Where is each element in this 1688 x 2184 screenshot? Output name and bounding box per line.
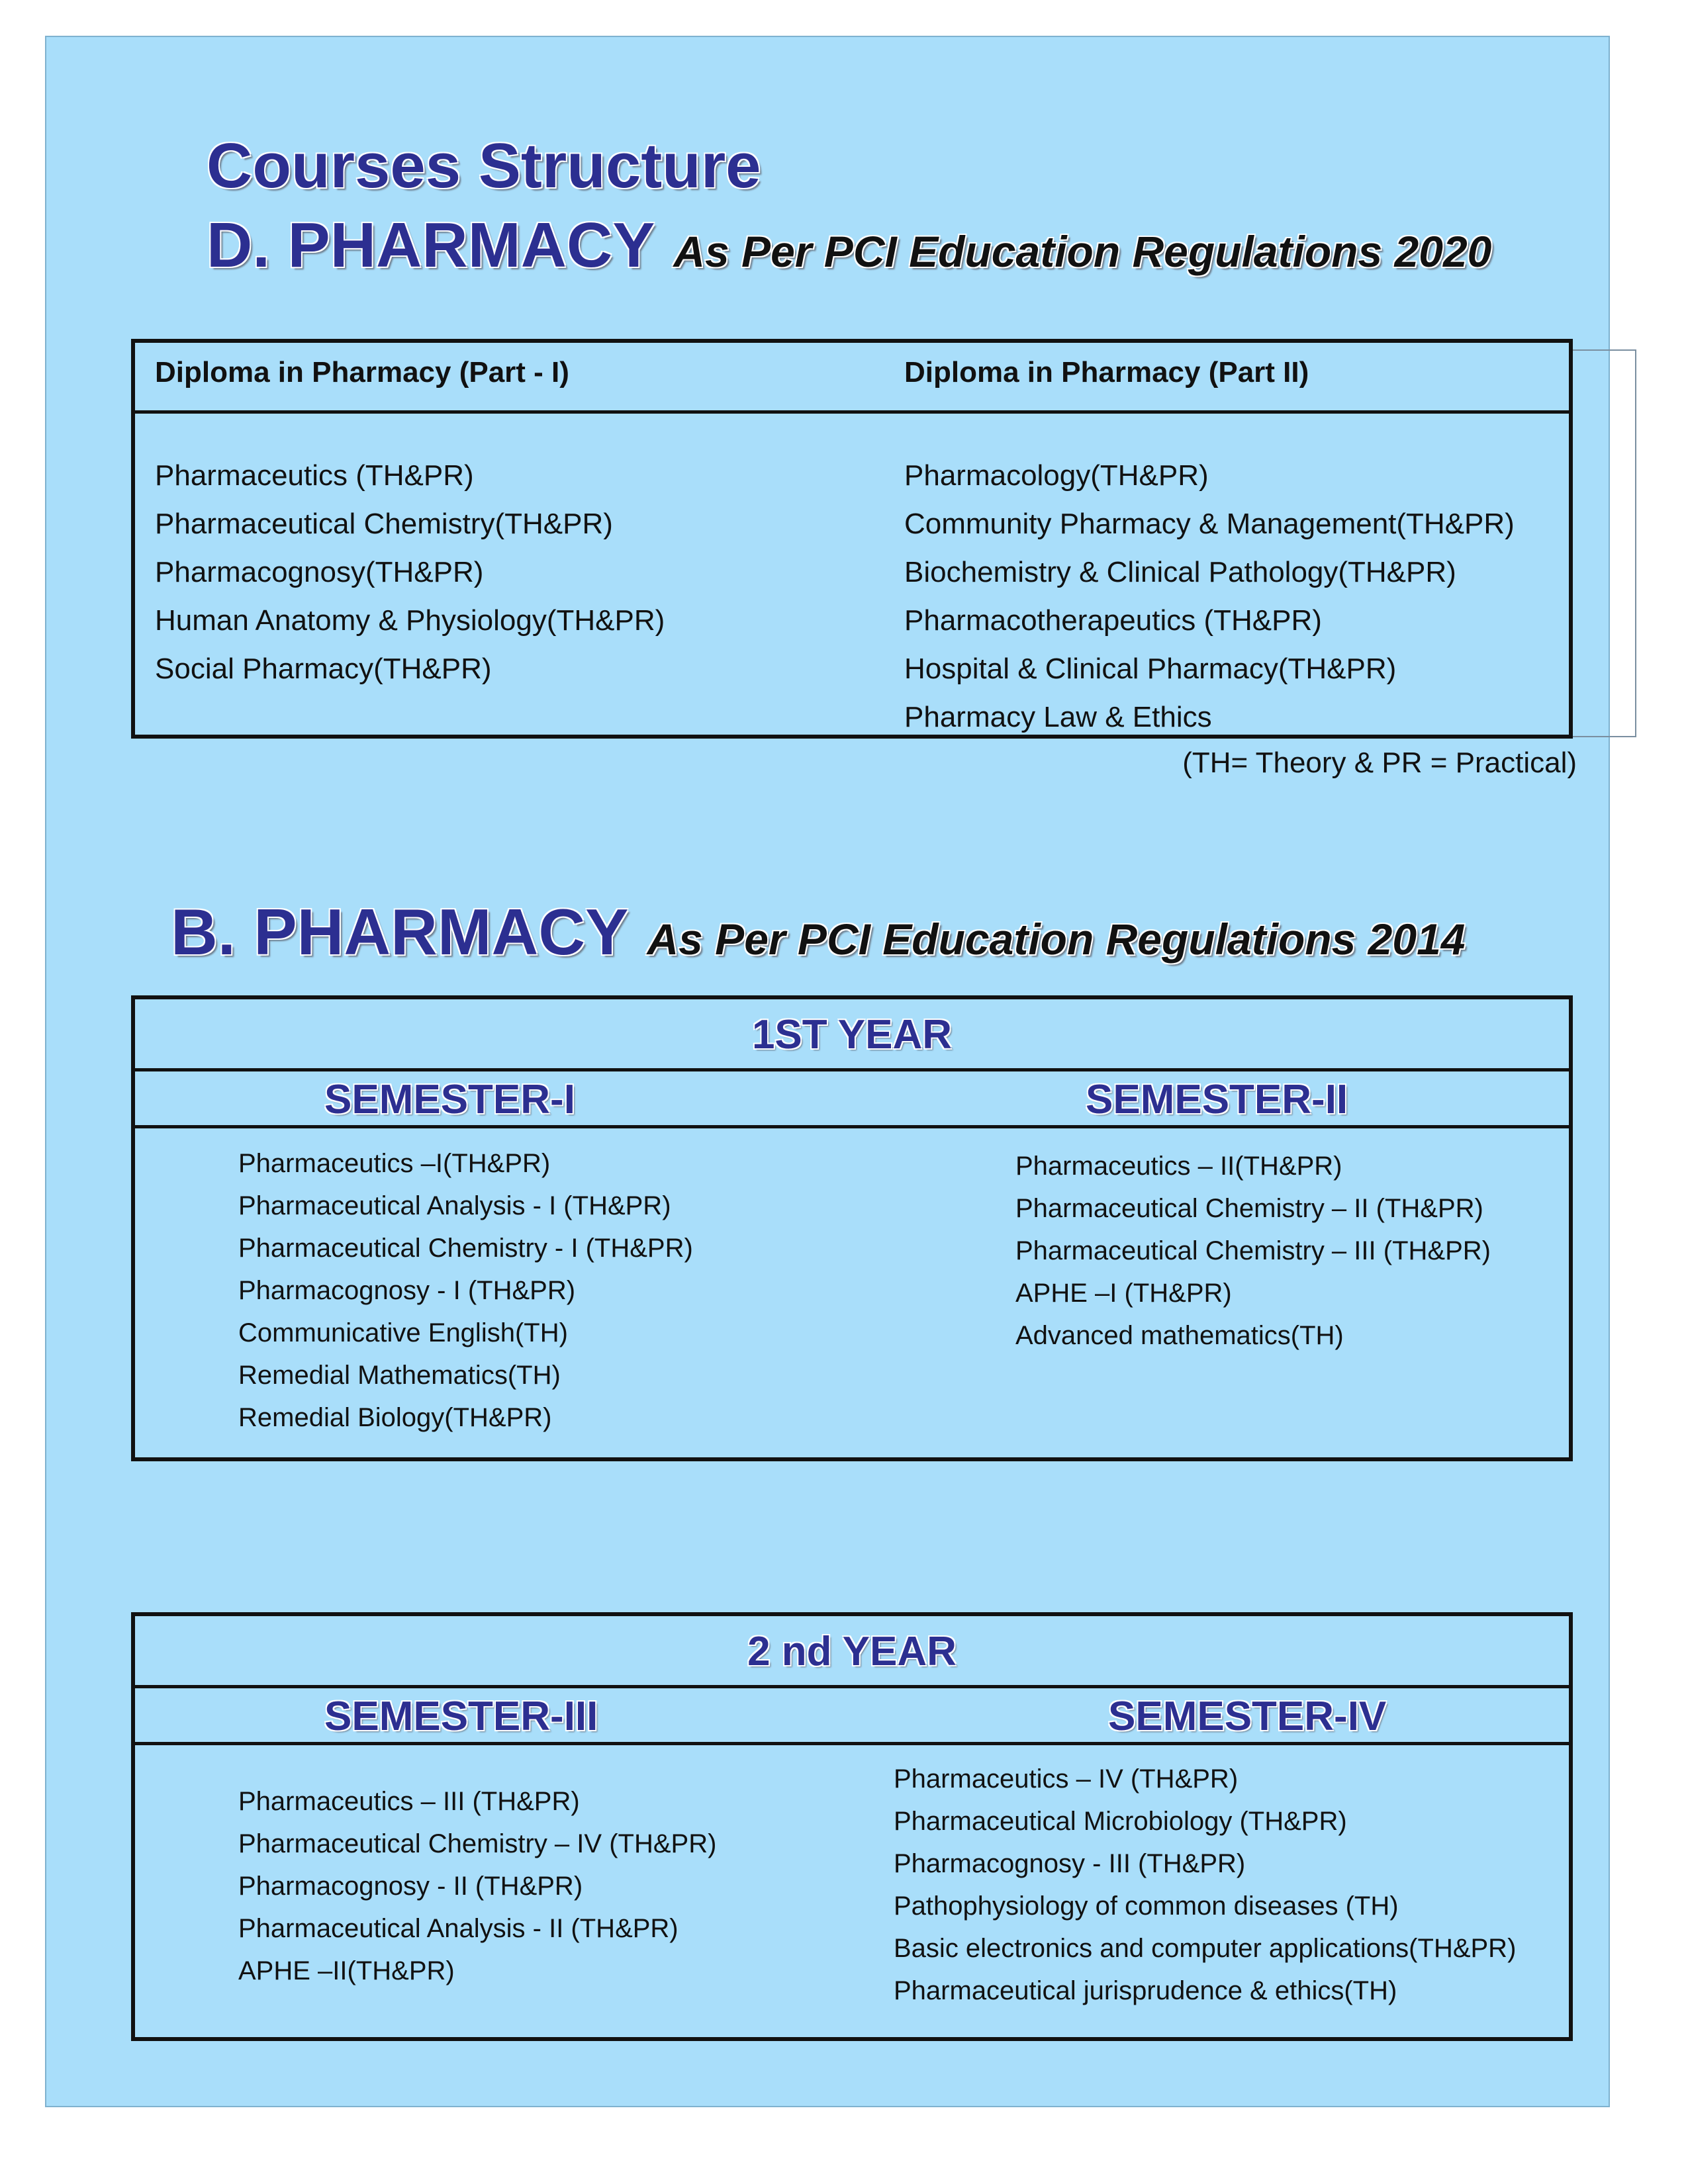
list-item: Communicative English(TH)	[238, 1318, 568, 1347]
year1-semester-divider	[135, 1125, 1569, 1128]
list-item: Pharmaceutical jurisprudence & ethics(TH)	[894, 1976, 1397, 2005]
list-item: Pharmaceutical Chemistry – II (TH&PR)	[1015, 1194, 1483, 1223]
list-item: Pharmacognosy - II (TH&PR)	[238, 1872, 583, 1901]
list-item: Pharmaceutics – III (TH&PR)	[238, 1787, 580, 1816]
diploma-table	[131, 339, 1573, 739]
list-item: Biochemistry & Clinical Pathology(TH&PR)	[904, 556, 1456, 588]
year1-title: 1ST YEAR	[751, 1012, 953, 1058]
bpharmacy-heading	[171, 895, 1466, 970]
list-item: Pharmaceutical Chemistry – IV (TH&PR)	[238, 1829, 717, 1858]
abbreviation-note: (TH= Theory & PR = Practical)	[1182, 747, 1577, 779]
dpharmacy-title: D. PHARMACY	[207, 210, 655, 281]
list-item: Pharmaceutics (TH&PR)	[155, 459, 474, 492]
list-item: Remedial Biology(TH&PR)	[238, 1403, 552, 1432]
semester-2-title: SEMESTER-II	[1086, 1077, 1348, 1122]
dpharmacy-regulation: As Per PCI Education Regulations 2020	[673, 227, 1492, 276]
semester-1-title: SEMESTER-I	[324, 1077, 575, 1122]
list-item: Pharmaceutical Analysis - II (TH&PR)	[238, 1914, 679, 1943]
list-item: Pharmaceutics –I(TH&PR)	[238, 1149, 551, 1178]
semester-2-list	[1015, 1145, 1491, 1357]
list-item: Pharmacognosy(TH&PR)	[155, 556, 484, 588]
semester-3-title: SEMESTER-III	[324, 1694, 598, 1739]
list-item: Community Pharmacy & Management(TH&PR)	[904, 508, 1515, 540]
list-item: Pharmaceutical Chemistry – III (TH&PR)	[1015, 1236, 1491, 1265]
diploma-part1-list	[155, 451, 665, 693]
semester-3-list	[238, 1780, 716, 1992]
list-item: Pharmacognosy - I (TH&PR)	[238, 1276, 576, 1305]
list-item: Basic electronics and computer applications(TH&PR)	[894, 1934, 1517, 1963]
year1-table	[131, 995, 1573, 1461]
list-item: Pharmaceutics – IV (TH&PR)	[894, 1764, 1239, 1794]
diploma-part2-list	[904, 451, 1515, 741]
year2-semester-divider	[135, 1742, 1569, 1745]
semester-4-title: SEMESTER-IV	[1108, 1694, 1387, 1739]
dpharmacy-heading	[207, 209, 1491, 282]
decorative-frame	[1570, 349, 1636, 737]
diploma-part2-header: Diploma in Pharmacy (Part II)	[904, 356, 1309, 388]
year2-title: 2 nd YEAR	[747, 1629, 957, 1674]
semester-1-list	[238, 1142, 693, 1439]
list-item: Pharmaceutical Microbiology (TH&PR)	[894, 1807, 1347, 1836]
bpharmacy-title: B. PHARMACY	[171, 895, 629, 968]
list-item: Advanced mathematics(TH)	[1015, 1321, 1344, 1350]
bpharmacy-regulation: As Per PCI Education Regulations 2014	[647, 915, 1466, 964]
list-item: Pathophysiology of common diseases (TH)	[894, 1891, 1399, 1921]
list-item: APHE –II(TH&PR)	[238, 1956, 455, 1985]
list-item: Pharmacology(TH&PR)	[904, 459, 1209, 492]
year2-table	[131, 1612, 1573, 2041]
page-title: Courses Structure	[207, 130, 761, 201]
semester-4-list	[894, 1758, 1516, 2012]
list-item: Social Pharmacy(TH&PR)	[155, 653, 492, 685]
diploma-part1-header: Diploma in Pharmacy (Part - I)	[155, 356, 569, 388]
list-item: APHE –I (TH&PR)	[1015, 1279, 1232, 1308]
list-item: Pharmaceutical Chemistry - I (TH&PR)	[238, 1234, 693, 1263]
list-item: Pharmaceutical Analysis - I (TH&PR)	[238, 1191, 671, 1220]
year1-divider	[135, 1068, 1569, 1071]
list-item: Pharmaceutics – II(TH&PR)	[1015, 1152, 1342, 1181]
list-item: Hospital & Clinical Pharmacy(TH&PR)	[904, 653, 1397, 685]
list-item: Remedial Mathematics(TH)	[238, 1361, 561, 1390]
diploma-header-divider	[135, 410, 1569, 414]
year2-divider	[135, 1685, 1569, 1688]
list-item: Pharmacognosy - III (TH&PR)	[894, 1849, 1246, 1878]
list-item: Pharmacy Law & Ethics	[904, 701, 1212, 733]
list-item: Human Anatomy & Physiology(TH&PR)	[155, 604, 665, 637]
list-item: Pharmaceutical Chemistry(TH&PR)	[155, 508, 613, 540]
list-item: Pharmacotherapeutics (TH&PR)	[904, 604, 1322, 637]
